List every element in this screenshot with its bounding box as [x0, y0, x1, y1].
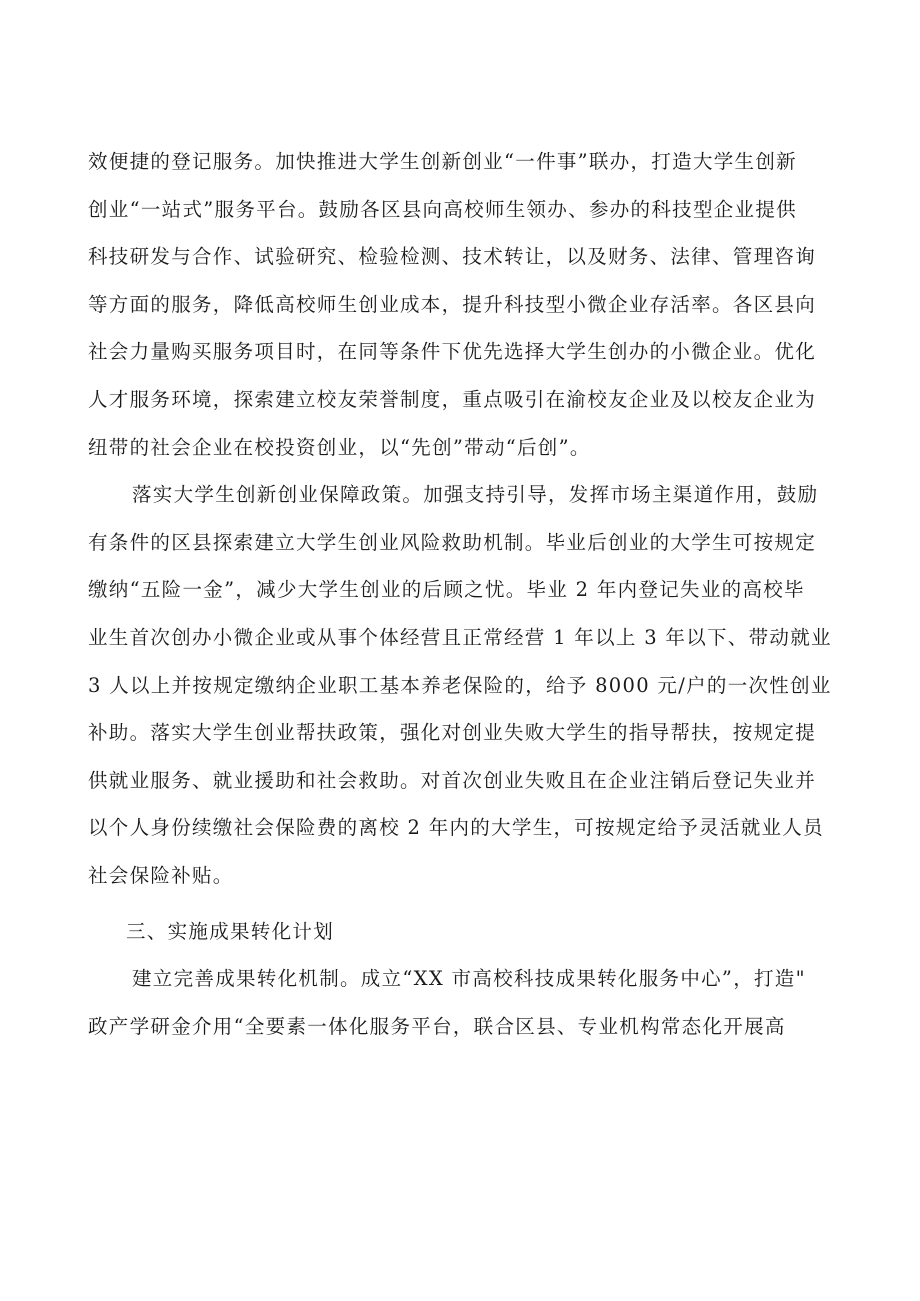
paragraph-1 [88, 138, 840, 471]
text-line: 创业“一站式”服务平台。鼓励各区县向高校师生领办、参办的科技型企业提供 [88, 197, 797, 221]
text-line: 社会力量购买服务项目时，在同等条件下优先选择大学生创办的小微企业。优化 [88, 340, 817, 364]
text-line: 以个人身份续缴社会保险费的离校 2 年内的大学生，可按规定给予灵活就业人员 [88, 816, 824, 840]
text-line: 缴纳“五险一金”，减少大学生创业的后顾之忧。毕业 2 年内登记失业的高校毕 [88, 578, 805, 602]
text-line: 人才服务环境，探索建立校友荣誉制度，重点吸引在渝校友企业及以校友企业为 [88, 387, 817, 411]
paragraph-2 [88, 471, 840, 899]
document-page [88, 138, 840, 1050]
text-line: 建立完善成果转化机制。成立“XX 市高校科技成果转化服务中心”，打造" [132, 967, 806, 991]
text-line: 有条件的区县探索建立大学生创业风险救助机制。毕业后创业的大学生可按规定 [88, 530, 817, 554]
text-line: 科技研发与合作、试验研究、检验检测、技术转让，以及财务、法律、管理咨询 [88, 245, 817, 269]
text-line: 政产学研金介用“全要素一体化服务平台，联合区县、专业机构常态化开展高 [88, 1014, 786, 1038]
text-line: 效便捷的登记服务。加快推进大学生创新创业“一件事”联办，打造大学生创新 [88, 150, 797, 173]
text-line: 等方面的服务，降低高校师生创业成本，提升科技型小微企业存活率。各区县向 [88, 292, 817, 316]
text-line: 落实大学生创新创业保障政策。加强支持引导，发挥市场主渠道作用，鼓励 [132, 483, 819, 507]
text-line: 补助。落实大学生创业帮扶政策，强化对创业失败大学生的指导帮扶，按规定提 [88, 721, 817, 745]
text-line: 供就业服务、就业援助和社会救助。对首次创业失败且在企业注销后登记失业并 [88, 768, 817, 792]
text-line: 纽带的社会企业在校投资创业，以“先创”带动“后创”。 [88, 435, 591, 459]
text-line: 社会保险补贴。 [88, 863, 234, 887]
section-heading: 三、实施成果转化计划 [126, 919, 335, 943]
text-line: 3 人以上并按规定缴纳企业职工基本养老保险的，给予 8000 元/户的一次性创业 [88, 673, 832, 697]
paragraph-3 [88, 955, 840, 1050]
text-line: 业生首次创办小微企业或从事个体经营且正常经营 1 年以上 3 年以下、带动就业 [88, 625, 832, 649]
